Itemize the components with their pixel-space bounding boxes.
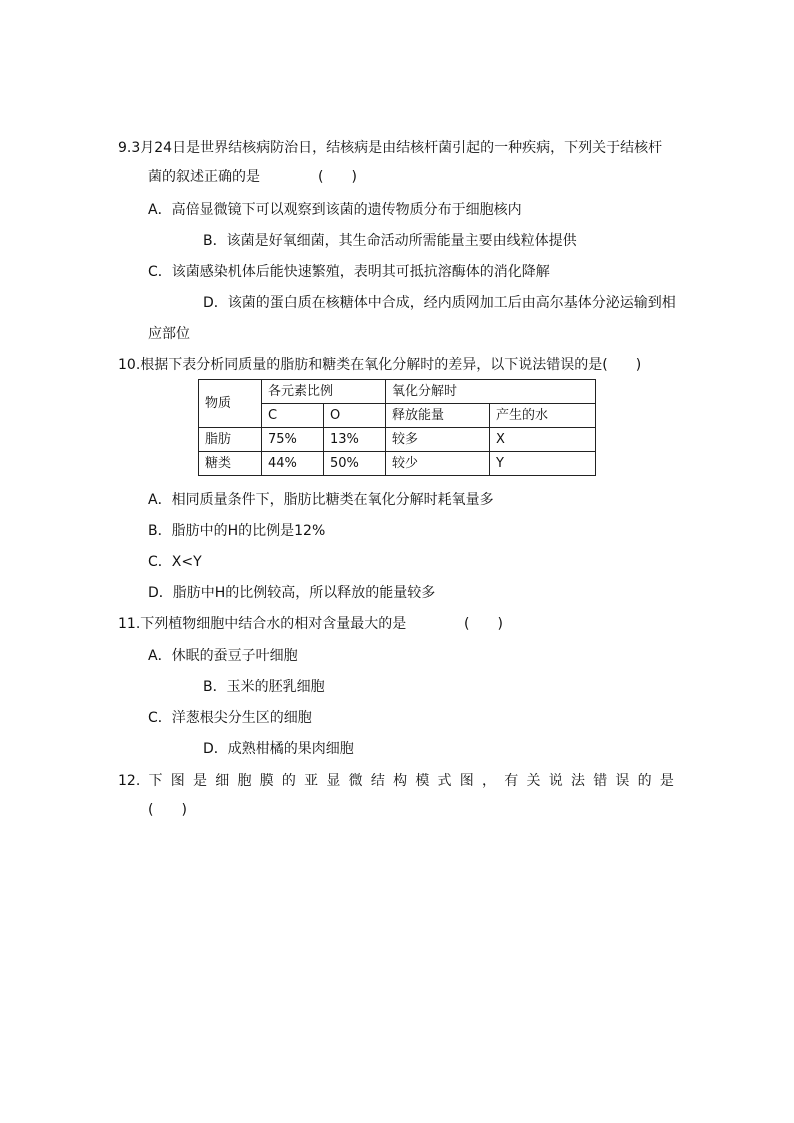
table-header-substance: 物质 bbox=[199, 380, 262, 428]
q12-char: 胞 bbox=[237, 773, 252, 789]
table-header-oxidation: 氧化分解时 bbox=[386, 380, 596, 404]
table-cell-water: Y bbox=[490, 452, 596, 476]
q12-char: 亚 bbox=[304, 773, 319, 789]
q11-option-a: A．休眠的蚕豆子叶细胞 bbox=[148, 648, 298, 664]
q12-char: 是 bbox=[659, 773, 674, 789]
q9-option-d: D．该菌的蛋白质在核糖体中合成，经内质网加工后由高尔基体分泌运输到相 bbox=[203, 295, 676, 311]
q12-char: 模 bbox=[415, 773, 430, 789]
q10-option-b: B．脂肪中的H的比例是12% bbox=[148, 523, 326, 539]
table-header-element-ratio: 各元素比例 bbox=[262, 380, 386, 404]
table-cell-name: 糖类 bbox=[199, 452, 262, 476]
table-cell-water: X bbox=[490, 428, 596, 452]
q10-stem: 10.根据下表分析同质量的脂肪和糖类在氧化分解时的差异，以下说法错误的是( ) bbox=[118, 357, 642, 373]
q9-option-c: C．该菌感染机体后能快速繁殖，表明其可抵抗溶酶体的消化降解 bbox=[148, 264, 550, 280]
table-header-energy: 释放能量 bbox=[386, 404, 490, 428]
table-cell-energy: 较少 bbox=[386, 452, 490, 476]
table-cell-o: 50% bbox=[324, 452, 386, 476]
q10-option-c: C．X<Y bbox=[148, 554, 202, 570]
q12-char: 错 bbox=[593, 773, 608, 789]
q9-option-a: A．高倍显微镜下可以观察到该菌的遗传物质分布于细胞核内 bbox=[148, 202, 522, 218]
q11-option-c: C．洋葱根尖分生区的细胞 bbox=[148, 710, 312, 726]
q9-stem-line2: 菌的叙述正确的是 bbox=[148, 169, 260, 185]
q10-option-a: A．相同质量条件下，脂肪比糖类在氧化分解时耗氧量多 bbox=[148, 492, 494, 508]
q12-char: 的 bbox=[637, 773, 652, 789]
table-header-c: C bbox=[262, 404, 324, 428]
q12-char: 法 bbox=[570, 773, 585, 789]
q10-data-table bbox=[198, 379, 596, 476]
table-header-o: O bbox=[324, 404, 386, 428]
q10-option-d: D．脂肪中H的比例较高，所以释放的能量较多 bbox=[148, 585, 436, 601]
q12-char: 图 bbox=[459, 773, 474, 789]
q12-char: 构 bbox=[393, 773, 408, 789]
q11-option-b: B．玉米的胚乳细胞 bbox=[203, 679, 325, 695]
q11-option-d: D．成熟柑橘的果肉细胞 bbox=[203, 741, 354, 757]
q12-char: 图 bbox=[170, 773, 185, 789]
table-cell-c: 44% bbox=[262, 452, 324, 476]
q9-option-b: B．该菌是好氧细菌，其生命活动所需能量主要由线粒体提供 bbox=[203, 233, 577, 249]
q12-char: 关 bbox=[526, 773, 541, 789]
q12-char: 细 bbox=[215, 773, 230, 789]
q12-char: 是 bbox=[192, 773, 207, 789]
q12-char: 有 bbox=[504, 773, 519, 789]
table-cell-name: 脂肪 bbox=[199, 428, 262, 452]
q12-char: 结 bbox=[370, 773, 385, 789]
q12-stem bbox=[118, 771, 674, 791]
q11-answer-blank: ( ) bbox=[464, 616, 503, 632]
table-cell-o: 13% bbox=[324, 428, 386, 452]
q12-char: 的 bbox=[281, 773, 296, 789]
table-cell-energy: 较多 bbox=[386, 428, 490, 452]
q12-char: 12. bbox=[118, 773, 141, 789]
q12-char: 显 bbox=[326, 773, 341, 789]
q12-char: 下 bbox=[148, 773, 163, 789]
q9-stem-line1: 9.3月24日是世界结核病防治日，结核病是由结核杆菌引起的一种疾病，下列关于结核杆 bbox=[118, 140, 663, 156]
table-cell-c: 75% bbox=[262, 428, 324, 452]
q12-char: 说 bbox=[548, 773, 563, 789]
q12-char: 膜 bbox=[259, 773, 274, 789]
q11-stem: 11.下列植物细胞中结合水的相对含量最大的是 bbox=[118, 616, 407, 632]
q12-char: ， bbox=[482, 773, 497, 789]
table-row bbox=[199, 428, 596, 452]
q12-char: 式 bbox=[437, 773, 452, 789]
table-header-water: 产生的水 bbox=[490, 404, 596, 428]
q12-answer-blank: ( ) bbox=[148, 802, 187, 818]
q9-answer-blank: ( ) bbox=[318, 169, 357, 185]
q9-option-d-continued: 应部位 bbox=[148, 326, 190, 342]
table-row bbox=[199, 452, 596, 476]
q12-char: 微 bbox=[348, 773, 363, 789]
q12-char: 误 bbox=[615, 773, 630, 789]
